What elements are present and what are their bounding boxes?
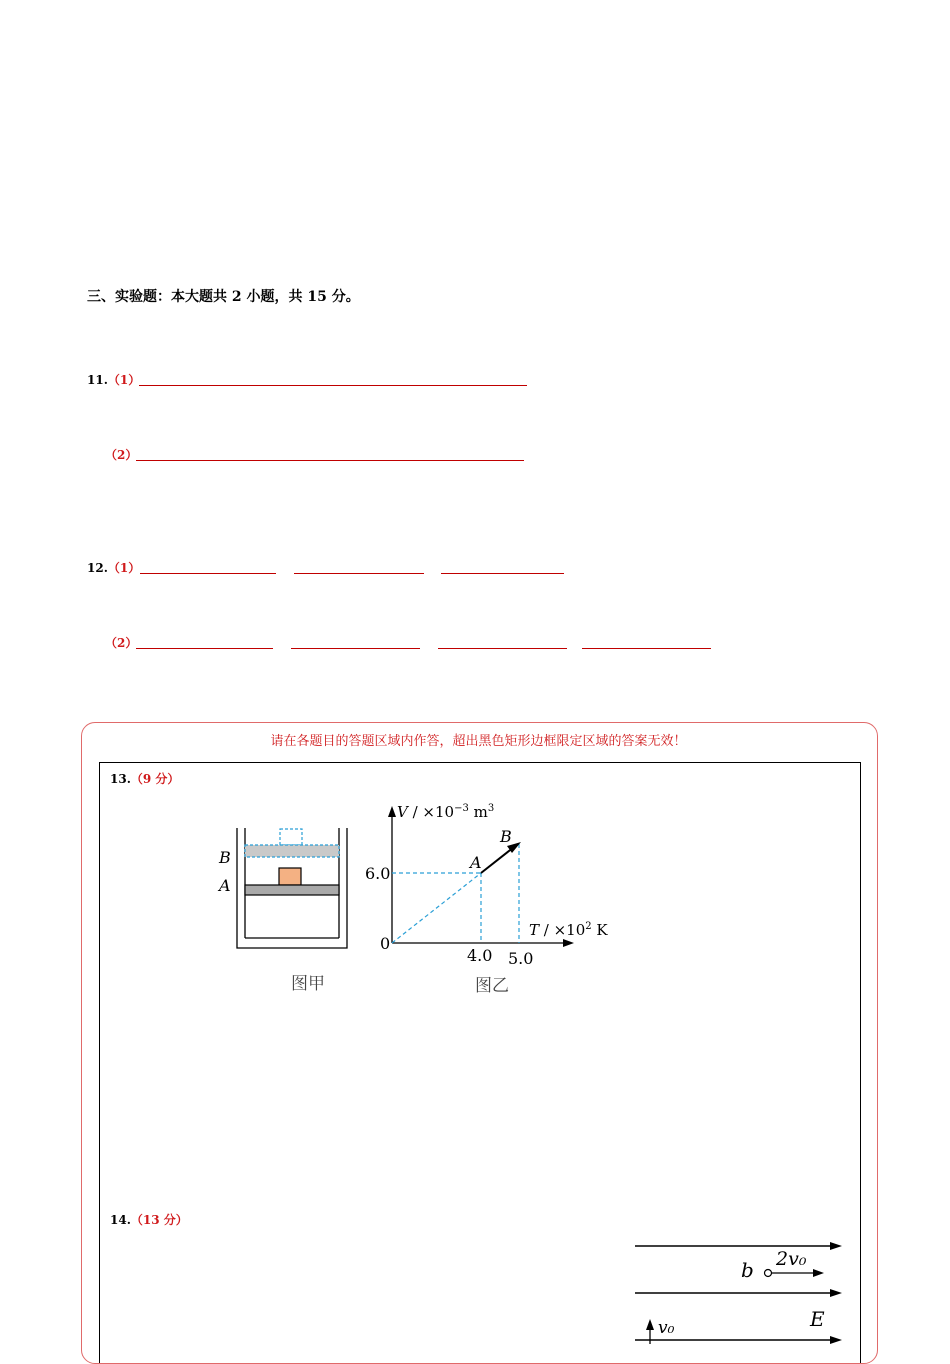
x-axis-arrow <box>563 939 574 947</box>
section-title: 三、实验题：本大题共 2 小题，共 15 分。 <box>87 289 360 305</box>
q14-score: （13 分） <box>130 1213 188 1227</box>
x-axis-label: $T / \times 10^2$ K <box>529 921 608 939</box>
field-line-2-arrow <box>830 1289 842 1297</box>
figure-jia-cylinder <box>210 818 360 958</box>
point-b-label: B <box>500 827 512 846</box>
q12-part2-blank-4[interactable] <box>582 648 711 649</box>
line-a-to-b <box>481 847 514 873</box>
q11-part1-label: （1） <box>107 373 141 387</box>
q12-part2-blank-3[interactable] <box>438 648 567 649</box>
field-line-1-arrow <box>830 1242 842 1250</box>
block-a <box>279 868 301 885</box>
y-axis-label: $V / \times 10^{-3}$ $m^3$ <box>397 803 495 821</box>
x-tick-4: 4.0 <box>467 946 493 965</box>
label-2v0: 2v₀ <box>776 1248 807 1270</box>
q11-part1-blank[interactable] <box>139 385 527 386</box>
q12-part2-blank-2[interactable] <box>291 648 420 649</box>
q12-part2-blank-1[interactable] <box>136 648 273 649</box>
line-origin-to-a <box>392 873 481 943</box>
q13-score: （9 分） <box>130 772 180 786</box>
piston-a <box>245 885 339 895</box>
q11-part2-blank[interactable] <box>136 460 524 461</box>
q12-part1-label: （1） <box>107 561 141 575</box>
block-ghost-b <box>280 829 302 845</box>
q13-heading <box>110 770 179 787</box>
figure-yi-caption: 图乙 <box>475 976 509 996</box>
q12-part1 <box>87 559 140 576</box>
label-v0: v₀ <box>658 1318 675 1338</box>
q12-part2-label: （2） <box>105 636 138 650</box>
velocity-v0-arrow <box>646 1319 654 1330</box>
q12-part1-blank-1[interactable] <box>140 573 276 574</box>
answer-area-notice: 请在各题目的答题区域内作答，超出黑色矩形边框限定区域的答案无效！ <box>270 734 687 749</box>
q11-part1 <box>87 371 140 388</box>
q14-number: 14. <box>110 1213 131 1227</box>
q13-number: 13. <box>110 772 131 786</box>
q11-part2-label: （2） <box>105 448 138 462</box>
particle-b <box>765 1270 772 1277</box>
figure-jia-label-b: B <box>219 848 231 867</box>
y-tick-6: 6.0 <box>365 864 391 883</box>
particle-b-label: b <box>741 1258 754 1282</box>
q12-part1-blank-2[interactable] <box>294 573 424 574</box>
q11-number: 11. <box>87 373 108 387</box>
figure-jia-caption: 图甲 <box>291 974 325 994</box>
origin-label: 0 <box>380 934 391 953</box>
figure-jia-label-a: A <box>219 876 231 895</box>
velocity-2v0-arrow <box>813 1269 824 1277</box>
field-line-3-arrow <box>830 1336 842 1344</box>
x-tick-5: 5.0 <box>508 949 534 968</box>
point-a-label: A <box>470 853 482 872</box>
label-field-e: E <box>810 1307 825 1331</box>
q12-part1-blank-3[interactable] <box>441 573 564 574</box>
piston-ghost-b <box>245 845 339 857</box>
q14-heading <box>110 1211 188 1228</box>
q12-number: 12. <box>87 561 108 575</box>
y-axis-arrow <box>388 806 396 817</box>
